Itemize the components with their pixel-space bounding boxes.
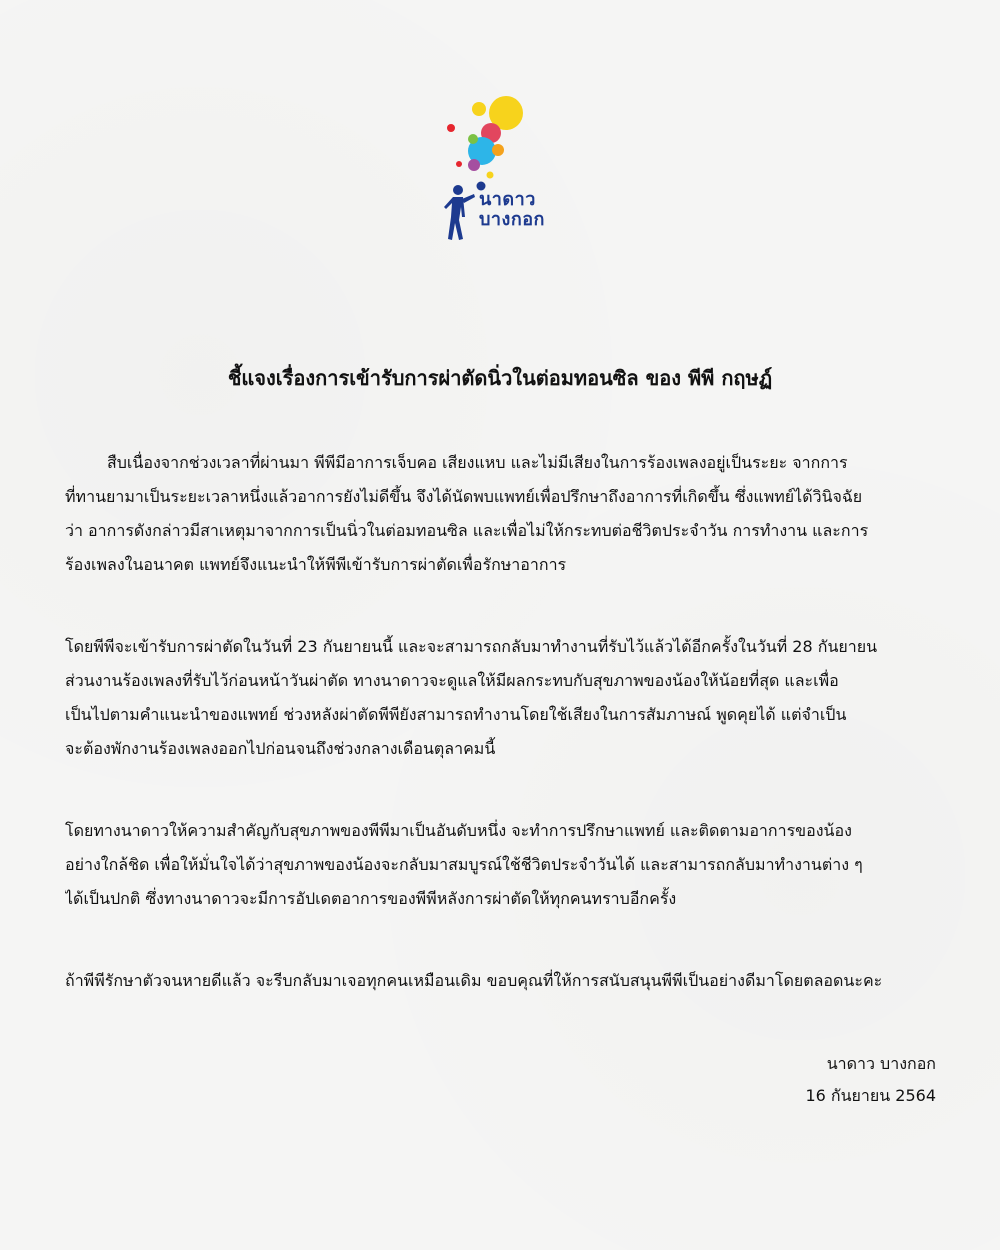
logo-bubble-green — [468, 134, 478, 144]
logo-wordmark-line2: บางกอก — [479, 209, 545, 230]
paragraph-1 — [65, 446, 945, 582]
document-body — [65, 446, 945, 998]
paragraph-line: เป็นไปตามคำแนะนำของแพทย์ ช่วงหลังผ่าตัดพีพียังสามารถทำงานโดยใช้เสียงในการสัมภาษณ์ พูดคุยได้ แต่จำเป็น — [65, 705, 847, 724]
logo-figure-icon — [444, 185, 475, 240]
logo-bubble-yellow-small — [472, 102, 486, 116]
paragraph-4 — [65, 964, 945, 998]
logo-bubble-orange — [492, 144, 504, 156]
paragraph-line: ที่ทานยามาเป็นระยะเวลาหนึ่งแล้วอาการยังไม่ดีขึ้น จึงได้นัดพบแพทย์เพื่อปรึกษาถึงอาการที่เกิดขึ้น ซึ่งแพทย์ได้วินิจฉัย — [65, 487, 863, 506]
paragraph-line: สืบเนื่องจากช่วงเวลาที่ผ่านมา พีพีมีอาการเจ็บคอ เสียงแหบ และไม่มีเสียงในการร้องเพลงอยู่เป็นระยะ จากการ — [107, 453, 848, 472]
document-title: ชี้แจงเรื่องการเข้ารับการผ่าตัดนิ่วในต่อมทอนซิล ของ พีพี กฤษฏ์ — [227, 366, 773, 390]
logo-bubble-red-small — [456, 161, 462, 167]
nadao-bangkok-logo — [440, 95, 560, 255]
paragraph-line: อย่างใกล้ชิด เพื่อให้มั่นใจได้ว่าสุขภาพของน้องจะกลับมาสมบูรณ์ใช้ชีวิตประจำวันได้ และสามารถกลับมาทำงานต่าง ๆ — [65, 855, 863, 874]
paragraph-line: ร้องเพลงในอนาคต แพทย์จึงแนะนำให้พีพีเข้ารับการผ่าตัดเพื่อรักษาอาการ — [65, 555, 567, 574]
logo-bubble-purple — [468, 159, 480, 171]
paragraph-line: ว่า อาการดังกล่าวมีสาเหตุมาจากการเป็นนิ่วในต่อมทอนซิล และเพื่อไม่ให้กระทบต่อชีวิตประจำวัน การทำงาน และการ — [65, 521, 869, 540]
paragraph-line: ส่วนงานร้องเพลงที่รับไว้ก่อนหน้าวันผ่าตัด ทางนาดาวจะดูแลให้มีผลกระทบกับสุขภาพของน้องให้น้อยที่สุด และเพื่อ — [65, 671, 839, 690]
logo-wordmark-line1: นาดาว — [479, 189, 536, 210]
paragraph-3 — [65, 814, 945, 916]
signature-name: นาดาว บางกอก — [826, 1054, 936, 1073]
paragraph-line: โดยทางนาดาวให้ความสำคัญกับสุขภาพของพีพีมาเป็นอันดับหนึ่ง จะทำการปรึกษาแพทย์ และติดตามอาการของน้อง — [65, 821, 852, 840]
paragraph-line: จะต้องพักงานร้องเพลงออกไปก่อนจนถึงช่วงกลางเดือนตุลาคมนี้ — [65, 739, 496, 758]
paragraph-line: ได้เป็นปกติ ซึ่งทางนาดาวจะมีการอัปเดตอาการของพีพีหลังการผ่าตัดให้ทุกคนทราบอีกครั้ง — [65, 889, 677, 908]
signature-block — [805, 1048, 936, 1112]
logo-bubble-yellow-tiny — [487, 172, 494, 179]
signature-date: 16 กันยายน 2564 — [805, 1086, 936, 1105]
paragraph-line: ถ้าพีพีรักษาตัวจนหายดีแล้ว จะรีบกลับมาเจอทุกคนเหมือนเดิม ขอบคุณที่ให้การสนับสนุนพีพีเป็นอย่างดีมาโดยตลอดนะคะ — [65, 971, 883, 990]
paragraph-2 — [65, 630, 945, 766]
paragraph-line: โดยพีพีจะเข้ารับการผ่าตัดในวันที่ 23 กันยายนนี้ และจะสามารถกลับมาทำงานที่รับไว้แล้วได้อีกครั้งในวันที่ 28 กันยายน — [65, 637, 878, 656]
logo-bubble-red — [447, 124, 455, 132]
